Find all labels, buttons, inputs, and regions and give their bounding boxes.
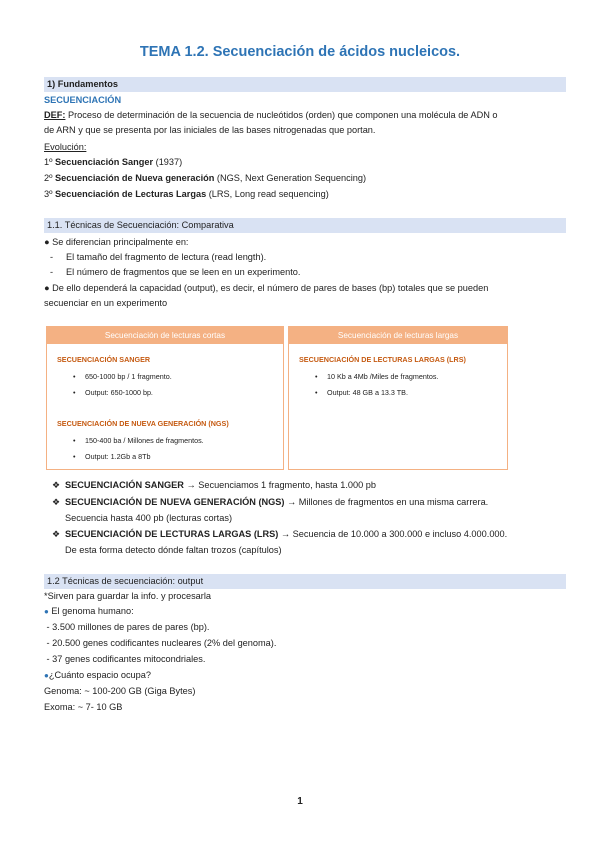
lrs-item-2: • Output: 48 GB a 13.3 TB.: [315, 388, 408, 397]
box-short-header: Secuenciación de lecturas cortas: [47, 327, 283, 344]
genoma-size: Genoma: ~ 100-200 GB (Giga Bytes): [44, 686, 196, 696]
box-long-reads: [288, 326, 508, 470]
ngs-title: SECUENCIACIÓN DE NUEVA GENERACIÓN (NGS): [57, 419, 229, 428]
question-line: ●¿Cuánto espacio ocupa?: [44, 670, 151, 680]
ngs-item-2: • Output: 1.2Gb a 8Tb: [73, 452, 151, 461]
bullet-icon: ●: [44, 237, 50, 247]
diamond-bullet-icon: ❖: [52, 529, 61, 539]
section-heading-comparativa: 1.1. Técnicas de Secuenciación: Comparativa: [44, 218, 566, 233]
summary-ngs-cont: Secuencia hasta 400 pb (lecturas cortas): [65, 513, 232, 523]
summary-lrs: ❖ SECUENCIACIÓN DE LECTURAS LARGAS (LRS) → Secuencia de 10.000 a 300.000 e incluso 4.000.000.: [52, 529, 508, 539]
section-heading-fundamentos: 1) Fundamentos: [44, 77, 566, 92]
bullet-diferencian: ● Se diferencian principalmente en:: [44, 237, 189, 247]
bullet-icon: ●: [44, 671, 49, 680]
evolution-item-3: 3º Secuenciación de Lecturas Largas (LRS, Long read sequencing): [44, 189, 329, 199]
evolution-label: Evolución:: [44, 142, 87, 152]
page-title: TEMA 1.2. Secuenciación de ácidos nucleicos.: [139, 44, 461, 60]
genome-label: ● El genoma humano:: [44, 606, 134, 616]
genome-item-1: - 3.500 millones de pares de pares (bp).: [44, 622, 210, 632]
bullet-icon: ●: [44, 283, 50, 293]
box-long-header: Secuenciación de lecturas largas: [289, 327, 507, 344]
summary-ngs: ❖ SECUENCIACIÓN DE NUEVA GENERACIÓN (NGS) → Millones de fragmentos en una misma carrera.: [52, 497, 489, 507]
sanger-item-1: • 650-1000 bp / 1 fragmento.: [73, 372, 172, 381]
section-heading-output: 1.2 Técnicas de secuenciación: output: [44, 574, 566, 589]
lrs-title: SECUENCIACIÓN DE LECTURAS LARGAS (LRS): [299, 355, 466, 364]
page-number: 1: [297, 796, 303, 807]
genome-item-3: - 37 genes codificantes mitocondriales.: [44, 654, 206, 664]
sanger-title: SECUENCIACIÓN SANGER: [57, 355, 151, 364]
definition-line-1: [44, 109, 498, 122]
bullet-icon: ●: [44, 607, 49, 616]
bullet-capacidad-line-2: secuenciar en un experimento: [44, 298, 168, 308]
evolution-item-2: 2º Secuenciación de Nueva generación (NGS, Next Generation Sequencing): [44, 173, 367, 183]
dash-item-2: - El número de fragmentos que se leen en un experimento.: [50, 267, 301, 277]
note-line: *Sirven para guardar la info. y procesarla: [44, 591, 211, 601]
dash-item-1: - El tamaño del fragmento de lectura (read length).: [50, 252, 267, 262]
ngs-item-1: • 150-400 ba / Millones de fragmentos.: [73, 436, 204, 445]
diamond-bullet-icon: ❖: [52, 497, 61, 507]
exoma-size: Exoma: ~ 7- 10 GB: [44, 702, 123, 712]
evolution-item-1: 1º Secuenciación Sanger (1937): [44, 157, 183, 167]
def-label: DEF:: [44, 110, 66, 120]
subheading-secuenciacion: SECUENCIACIÓN: [44, 95, 122, 105]
summary-lrs-cont: De esta forma detecto dónde faltan trozos (capítulos): [65, 545, 282, 555]
definition-line-2: de ARN y que se presenta por las iniciales de las bases nitrogenadas que portan.: [44, 125, 376, 135]
def-text-1: Proceso de determinación de la secuencia de nucleótidos (orden) que componen una molécula de ADN o: [65, 110, 498, 120]
sanger-item-2: • Output: 650-1000 bp.: [73, 388, 153, 397]
bullet-capacidad-line-1: ● De ello dependerá la capacidad (output), es decir, el número de pares de bases (bp) totales que se pueden: [44, 283, 489, 293]
diamond-bullet-icon: ❖: [52, 480, 61, 490]
summary-sanger: ❖ SECUENCIACIÓN SANGER → Secuenciamos 1 fragmento, hasta 1.000 pb: [52, 480, 376, 490]
box-short-reads: [46, 326, 284, 470]
genome-item-2: - 20.500 genes codificantes nucleares (2% del genoma).: [44, 638, 277, 648]
lrs-item-1: • 10 Kb a 4Mb /Miles de fragmentos.: [315, 372, 439, 381]
